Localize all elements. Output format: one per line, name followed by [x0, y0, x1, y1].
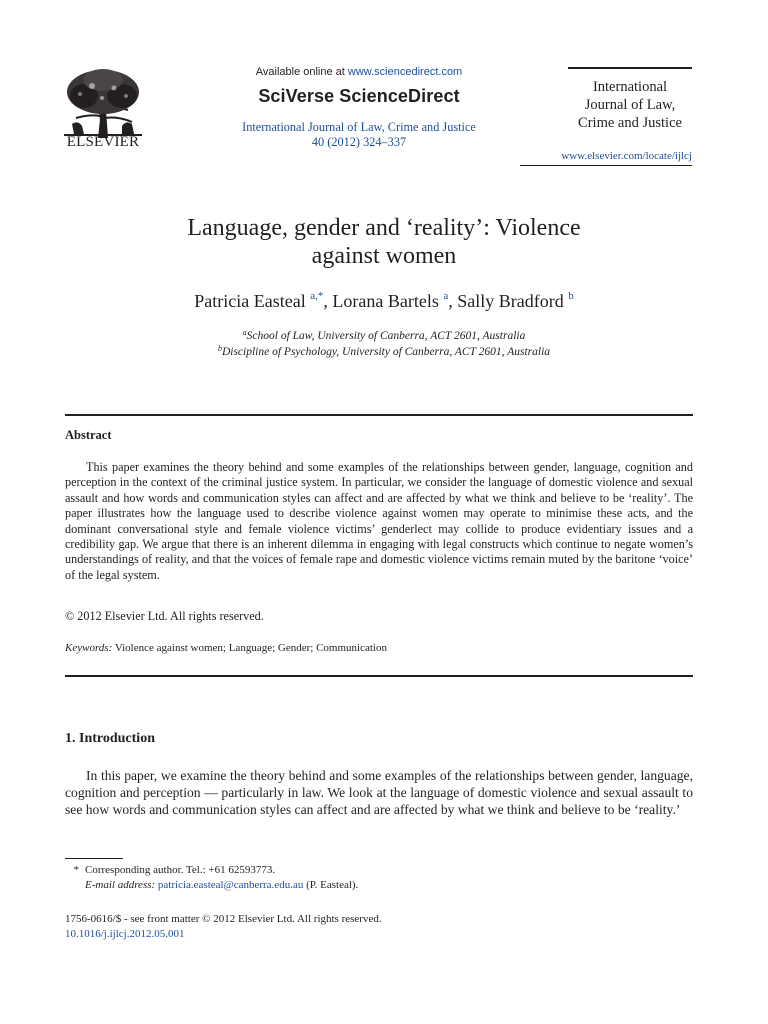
article-title	[120, 214, 648, 270]
available-online-notice	[200, 66, 518, 78]
header-rule	[568, 67, 692, 69]
affiliation-marker: a	[242, 328, 247, 337]
journal-name-line3: Crime and Justice	[578, 115, 682, 131]
title-line1: Language, gender and ‘reality’: Violence	[187, 215, 581, 241]
journal-reference[interactable]	[200, 120, 518, 150]
publisher-name: ELSEVIER	[66, 134, 140, 150]
available-prefix: Available online at	[255, 66, 345, 78]
abstract-copyright: © 2012 Elsevier Ltd. All rights reserved.	[65, 609, 264, 623]
journal-ref-line1: International Journal of Law, Crime and Justice	[242, 120, 476, 134]
abstract-bottom-rule	[65, 675, 693, 677]
journal-ref-line2: 40 (2012) 324–337	[311, 135, 407, 149]
affiliations	[100, 328, 668, 360]
email-suffix: (P. Easteal).	[306, 879, 359, 891]
footnote-rule	[65, 858, 123, 859]
author-affiliation-marker[interactable]: a	[443, 290, 449, 302]
affiliation-marker: b	[217, 344, 222, 353]
affiliation-item	[100, 344, 668, 360]
affiliation-item	[100, 328, 668, 344]
author-affiliation-marker[interactable]: a,*	[310, 290, 324, 302]
journal-url-link[interactable]: www.elsevier.com/locate/ijlcj	[561, 150, 692, 162]
corresponding-author-text: Corresponding author. Tel.: +61 62593773.	[85, 864, 276, 876]
email-label: E-mail address:	[85, 879, 156, 891]
sciencedirect-link[interactable]: www.sciencedirect.com	[347, 66, 463, 78]
abstract-heading: Abstract	[65, 428, 112, 442]
affiliation-text: School of Law, University of Canberra, ACT 2601, Australia	[246, 330, 526, 342]
introduction-paragraph: In this paper, we examine the theory behind and some examples of the relationships between gender, language, cognition and perception — particularly in law. We look at the language of domestic violence and sexual assault to see how words and communication styles can affect and are affected by what we think and believe to be ‘reality.’	[65, 768, 693, 818]
author-list	[100, 291, 668, 312]
section-heading-introduction: 1. Introduction	[65, 731, 155, 746]
keywords	[65, 642, 693, 654]
author-name: Lorana Bartels	[332, 291, 439, 311]
issn-line: 1756-0616/$ - see front matter © 2012 Elsevier Ltd. All rights reserved.	[65, 913, 382, 925]
keywords-text: Violence against women; Language; Gender; Communication	[114, 642, 387, 654]
journal-name	[568, 78, 692, 132]
journal-name-line1: International	[592, 79, 668, 95]
abstract-top-rule	[65, 414, 693, 416]
keywords-label: Keywords:	[65, 642, 113, 654]
corresponding-author-footnote	[65, 864, 275, 876]
platform-logo-text: SciVerse ScienceDirect	[258, 86, 460, 106]
journal-name-line2: Journal of Law,	[584, 97, 676, 113]
author-separator: ,	[448, 291, 458, 311]
doi-link[interactable]: 10.1016/j.ijlcj.2012.05.001	[65, 928, 185, 940]
author-affiliation-marker[interactable]: b	[568, 290, 574, 302]
title-line2: against women	[311, 243, 457, 269]
affiliation-text: Discipline of Psychology, University of Canberra, ACT 2601, Australia	[221, 346, 551, 358]
author-name: Sally Bradford	[457, 291, 564, 311]
email-link[interactable]: patricia.easteal@canberra.edu.au	[157, 879, 304, 891]
author-separator: ,	[323, 291, 333, 311]
email-footnote	[85, 879, 358, 891]
author-name: Patricia Easteal	[194, 291, 306, 311]
footnote-marker: *	[73, 864, 79, 876]
journal-url-rule	[520, 165, 692, 166]
abstract-body: This paper examines the theory behind and some examples of the relationships between gender, language, cognition and perception in the context of the criminal justice system. In particular, we consider the language of domestic violence and sexual assault and how words and communication styles can affect and are affected by what we think and believe to be ‘reality’. The paper illustrates how the language used to describe violence against women may operate to minimise these acts, and the dominant conversational style and female violence victims’ genderlect may collide to produce evidentiary issues and a credibility gap. We argue that there is an inherent dilemma in engaging with legal constructs which continue to negate women’s understandings of reality, and that the voices of female rape and domestic violence victims remain muted by the baritone ‘voice’ of the legal system.	[65, 460, 693, 582]
